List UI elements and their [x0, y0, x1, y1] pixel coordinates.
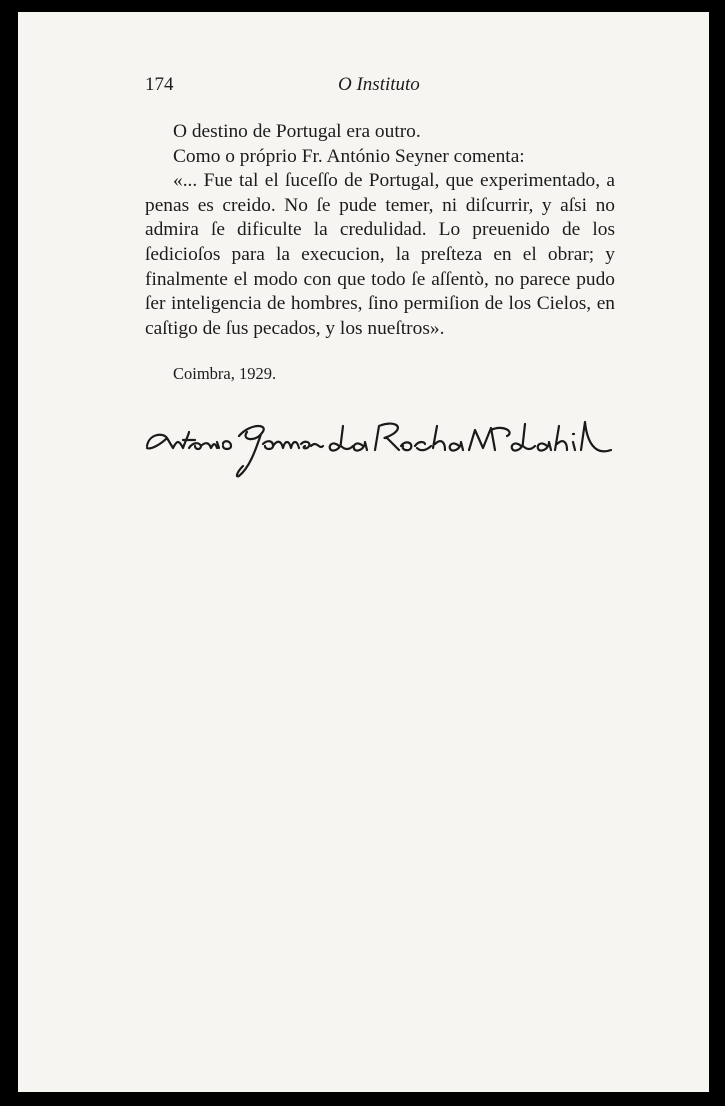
handwritten-signature [143, 412, 623, 482]
place-date: Coimbra, 1929. [173, 364, 277, 383]
page-number: 174 [145, 74, 174, 95]
paragraph-1: O destino de Portugal era outro. [173, 121, 421, 142]
signature-drawing [143, 412, 623, 482]
running-title: O Instituto [338, 74, 420, 95]
body-text [145, 120, 615, 341]
page-header [145, 74, 615, 102]
paragraph-2: Como o próprio Fr. António Seyner comenta: [173, 145, 525, 167]
paragraph-3-quote: «... Fue tal el ſuceſſo de Portugal, que experimentado, a penas es creido. No ſe pude temer, ni diſcurrir, y aſsi no admira ſe dificulte la credulidad. Lo preuenido de los ſedicioſos para la execucion, la preſteza en el obrar; y finalmente el modo con que todo ſe aſſentò, no parece pudo ſer inteligencia de hombres, ſino permiſion de los Cielos, en caſtigo de ſus pecados, y los nueſtros». [145, 170, 615, 339]
document-page [18, 12, 709, 1092]
